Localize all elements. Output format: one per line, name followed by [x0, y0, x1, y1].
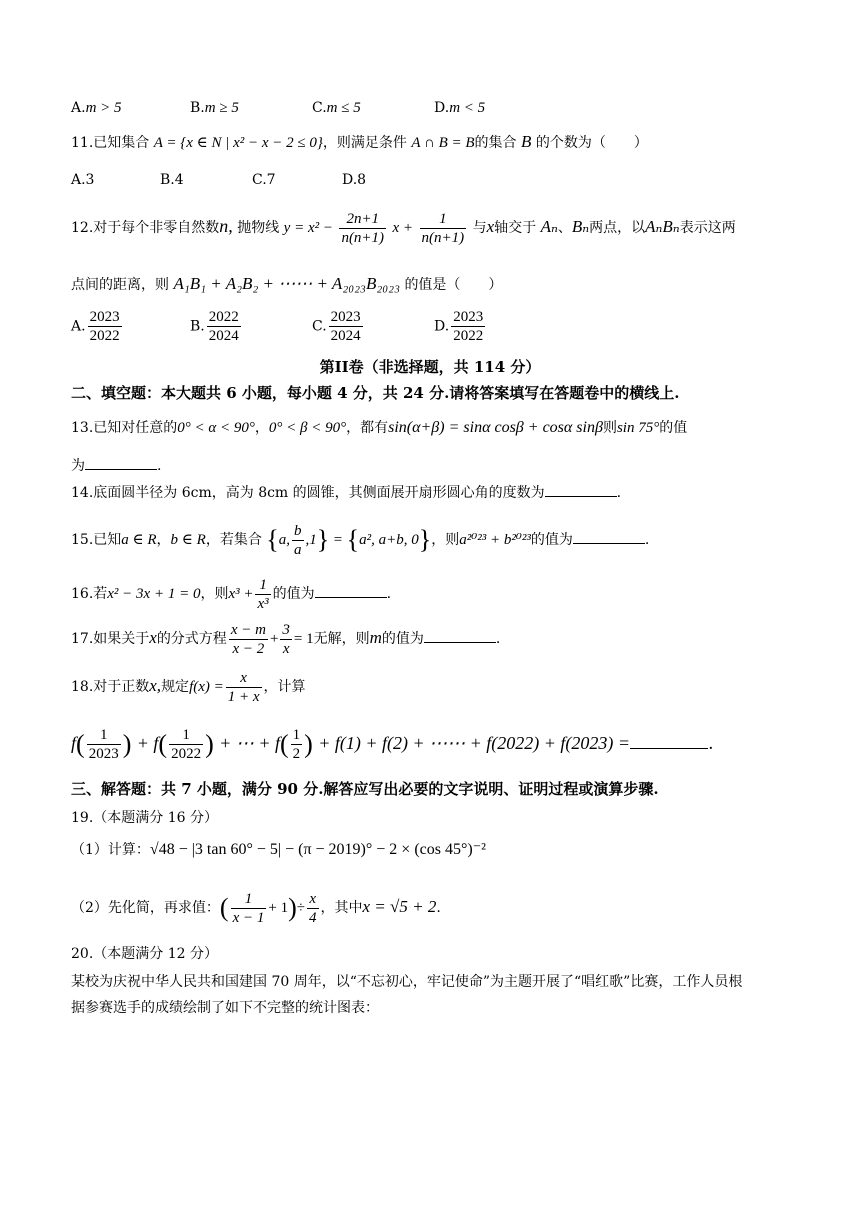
- q20-line2: 据参赛选手的成绩绘制了如下不完整的统计图表：: [71, 1000, 379, 1016]
- q12-stem-line2: 点间的距离，则 A₁B₁ + A₂B₂ + ⋯⋯ + A₂₀₂₃B₂₀₂₃ 的值是（ ）: [71, 274, 503, 293]
- q18-expression: f( $\frac{1}{2023}$ ) + f( $\frac{1}{2022}$ ) + ⋯ + f( $\frac{1}{2}$ ) + f(1) + f(2) + ⋯⋯ + f(2022) + f(2023) = .: [71, 727, 714, 762]
- q10-option-a: A.m > 5: [71, 100, 122, 116]
- q14-stem: 14.底面圆半径为 6cm，高为 8cm 的圆锥，其侧面展开扇形圆心角的度数为 .: [71, 482, 621, 503]
- q19-header: 19.（本题满分 16 分）: [71, 810, 218, 826]
- q18-answer-blank[interactable]: [630, 734, 708, 749]
- section3-heading: 三、解答题：共 7 小题，满分 90 分.解答应写出必要的文字说明、证明过程或演算步骤.: [71, 780, 659, 798]
- q15-stem: 15.已知a ∈ R，b ∈ R，若集合 {a, $\frac{b}{a}$ ,1} = {a², a+b, 0}，则a²⁰²³ + b²⁰²³的值为 .: [71, 522, 650, 558]
- q13-stem-line1: 13.已知对任意的0° < α < 90°，0° < β < 90°，都有sin(α+β) = sinα cosβ + cosα sinβ则sin 75°的值: [71, 419, 688, 436]
- q17-answer-blank[interactable]: [424, 628, 496, 643]
- q11-stem: 11.已知集合 A = {x ∈ N | x² − x − 2 ≤ 0}，则满足条件 A ∩ B = B的集合 B 的个数为（ ）: [71, 132, 648, 151]
- q12-option-d: D. $\frac{2023}{2022}$: [434, 309, 484, 344]
- q12-option-b: B. $\frac{2022}{2024}$: [190, 309, 239, 344]
- q11-option-b: B.4: [160, 172, 184, 188]
- q17-stem: 17.如果关于x的分式方程 $\frac{x - m}{x - 2}$ + $\frac{3}{x}$ = 1无解，则m的值为 .: [71, 621, 501, 657]
- part2-title: 第II卷（非选择题，共 114 分）: [319, 358, 541, 376]
- q15-answer-blank[interactable]: [573, 529, 645, 544]
- q10-option-d: D.m < 5: [434, 100, 486, 116]
- q20-header: 20.（本题满分 12 分）: [71, 946, 218, 962]
- q14-answer-blank[interactable]: [545, 482, 617, 497]
- q12-option-c: C. $\frac{2023}{2024}$: [312, 309, 361, 344]
- q19-part1: （1）计算：√48 − |3 tan 60° − 5| − (π − 2019)° − 2 × (cos 45°)⁻²: [71, 841, 486, 858]
- q19-part2: （2）先化简，再求值：( $\frac{1}{x - 1}$ + 1)÷ $\frac{x}{4}$ ，其中x = √5 + 2.: [71, 890, 441, 926]
- q13-stem-line2: 为 .: [71, 455, 161, 476]
- q12-fraction-1: $\frac{2n+1}{n(n+1)}$: [341, 210, 385, 246]
- q11-option-d: D.8: [342, 172, 367, 188]
- section2-heading: 二、填空题：本大题共 6 小题，每小题 4 分，共 24 分.请将答案填写在答题卷中的横线上.: [71, 384, 680, 402]
- q16-stem: 16.若x² − 3x + 1 = 0，则x³ + $\frac{1}{\text{x³}}$ 的值为 .: [71, 576, 392, 612]
- q13-answer-blank[interactable]: [85, 455, 157, 470]
- q20-line1: 某校为庆祝中华人民共和国建国 70 周年，以“不忘初心，牢记使命”为主题开展了“唱红歌”比赛，工作人员根: [71, 974, 743, 990]
- q12-fraction-2: $\frac{1}{n(n+1)}$: [421, 210, 465, 246]
- q16-answer-blank[interactable]: [315, 583, 387, 598]
- q18-stem-line1: 18.对于正数x,规定f(x) = $\frac{x}{1 + x}$ ，计算: [71, 669, 306, 705]
- q12-stem-line1: 12.对于每个非零自然数n, 抛物线 y = x² − $\frac{2n+1}{n(n+1)}$ x + $\frac{1}{n(n+1)}$ 与x轴交于 Aₙ、Bₙ两点，以AₙBₙ表示这两: [71, 210, 736, 246]
- q10-option-c: C.m ≤ 5: [312, 100, 361, 116]
- q12-option-a: A. $\frac{2023}{2022}$: [71, 309, 120, 344]
- q11-option-a: A.3: [71, 172, 95, 188]
- q11-option-c: C.7: [252, 172, 276, 188]
- q10-option-b: B.m ≥ 5: [190, 100, 239, 116]
